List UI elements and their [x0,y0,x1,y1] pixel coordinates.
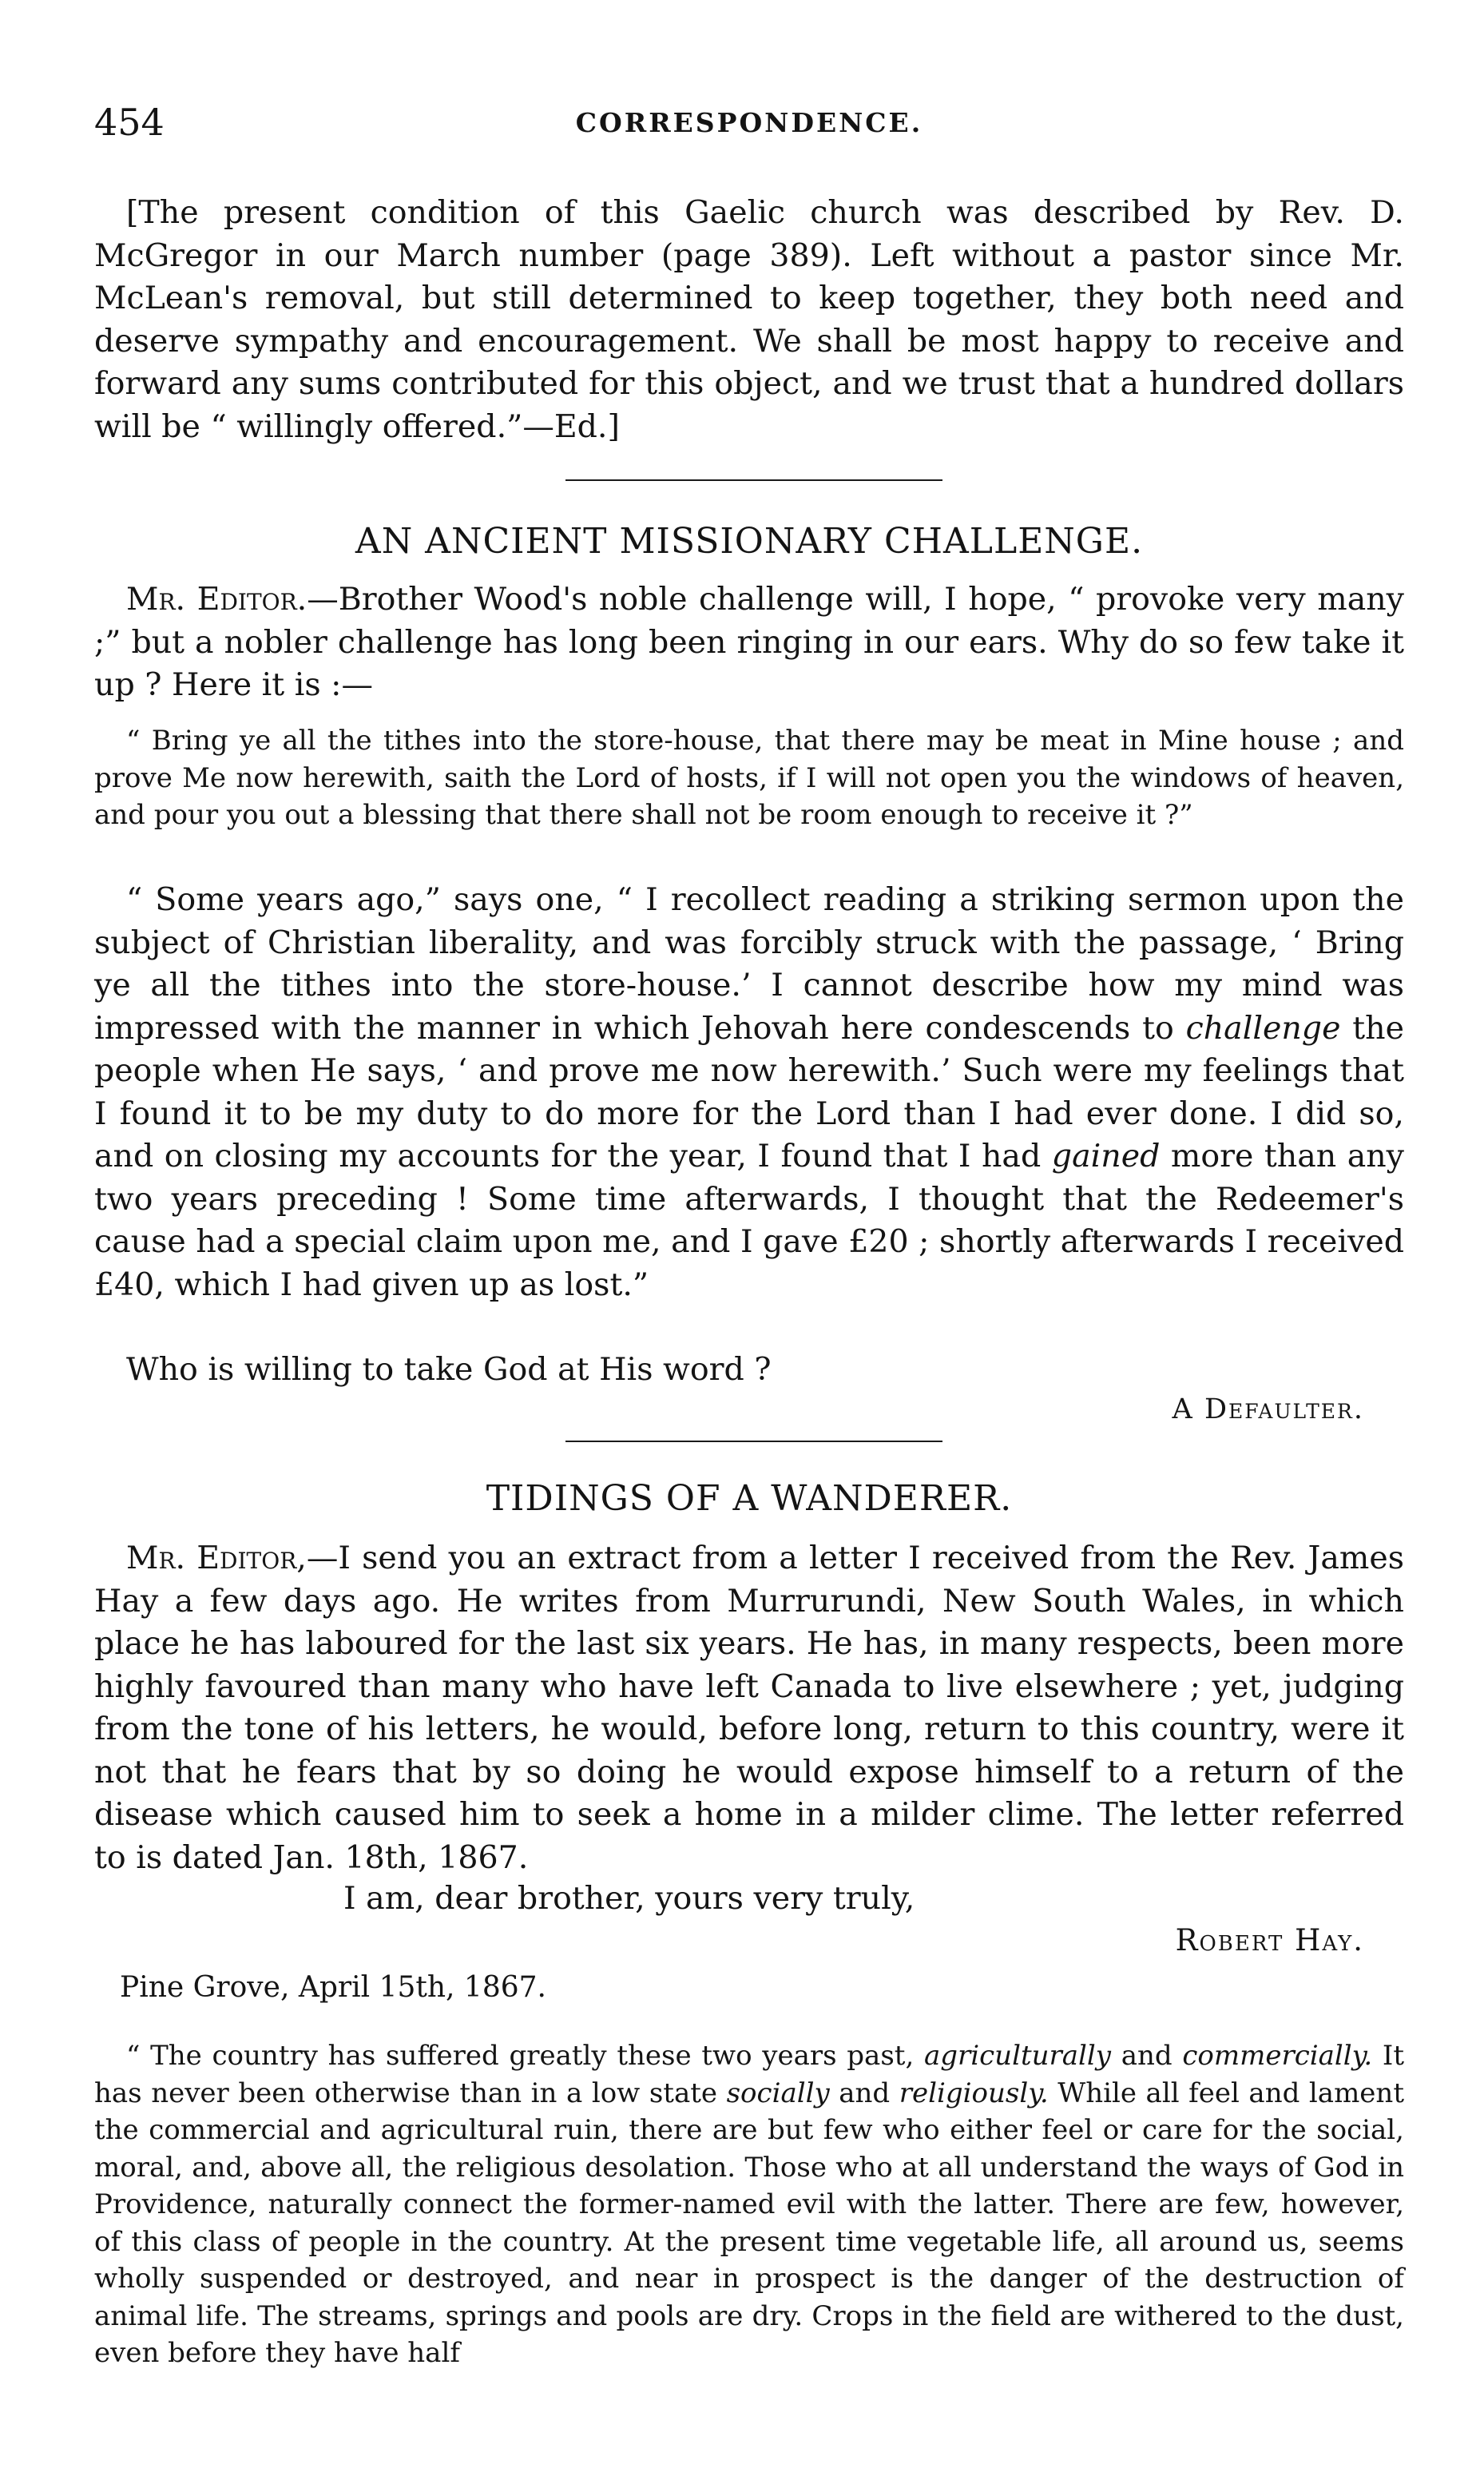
article2-body-paragraph [94,1537,1404,1879]
article1-salutation: Mr. Editor. [126,581,308,618]
letter-text: While all feel and lament the commercial and agricultural ruin, there are but few who either feel or care for the social, moral, and, above all, the religious desolation. Those who at all understand the ways of God in Providence, naturally connect the former-named evil with the latter. There are few, however, of this class of people in the country. At the present time vegetable life, all around us, seems wholly suspended or destroyed, and near in prospect is the danger of the destruction of animal life. The streams, springs and pools are dry. Crops in the field are withered to the dust, even before they have half [94,2077,1404,2369]
letter-emphasis: socially [726,2077,830,2109]
article1-intro-paragraph [94,578,1404,707]
testimony-emphasis: challenge [1185,1009,1341,1047]
article2-signature: Robert Hay. [1175,1923,1364,1957]
editor-note: [The present condition of this Gaelic church was described by Rev. D. McGregor in our March number (page 389). Left without a pastor since Mr. McLean's removal, but still determined to keep together, they both need and deserve sympathy and encouragement. We shall be most happy to receive and forward any sums contributed for this object, and we trust that a hundred dollars will be “ willingly offered.”—Ed.] [94,194,1404,445]
letter-text: and [829,2077,899,2109]
letter-text: “ The country has suffered greatly these two years past, [126,2040,924,2072]
article2-dateline: Pine Grove, April 15th, 1867. [120,1971,546,2004]
article2-closing: I am, dear brother, yours very truly, [343,1880,915,1917]
letter-extract [94,2037,1404,2372]
page-number: 454 [94,101,165,144]
letter-emphasis: commercially. [1182,2040,1373,2072]
section-divider [565,1441,942,1442]
article1-testimony-paragraph [94,879,1404,1306]
running-title: CORRESPONDENCE. [575,107,923,138]
testimony-emphasis: gained [1051,1138,1161,1174]
article2-body-text: —I send you an extract from a letter I received from the Rev. James Hay a few days ago. He writes from Murrurundi, New South Wales, in which place he has laboured for the last six years. He has, in many respects, been more highly favoured than many who have left Canada to live elsewhere ; yet, judging from the tone of his letters, he would, before long, return to this country, were it not that he fears that by so doing he would expose himself to a return of the disease which caused him to seek a home in a milder clime. The letter referred to is dated Jan. 18th, 1867. [94,1540,1404,1876]
article2-salutation: Mr. Editor, [126,1540,307,1576]
article-title-tidings-of-a-wanderer: TIDINGS OF A WANDERER. [486,1478,1013,1519]
letter-emphasis: agriculturally [923,2040,1111,2072]
scripture-quotation: “ Bring ye all the tithes into the store-house, that there may be meat in Mine house ; and prove Me now herewith, saith the Lord of hosts, if I will not open you the windows of heaven, and pour you out a blessing that there shall not be room enough to receive it ?” [94,725,1404,831]
testimony-text: more than any two years preceding ! Some time afterwards, I thought that the Redeemer's cause had a special claim upon me, and I gave £20 ; shortly afterwards I received £40, which I had given up as lost.” [94,1138,1404,1303]
article1-intro-text: —Brother Wood's noble challenge will, I hope, “ provoke very many ;” but a nobler challenge has long been ringing in our ears. Why do so few take it up ? Here it is :— [94,581,1404,703]
page-header [94,94,1404,150]
testimony-text: “ Some years ago,” says one, “ I recollect reading a striking sermon upon the subject of Christian liberality, and was forcibly struck with the passage, ‘ Bring ye all the tithes into the store-house.’ I cannot describe how my mind was impressed with the manner in which Jehovah here condescends to [94,881,1404,1047]
testimony-text: the people when He says, ‘ and prove me now herewith.’ Such were my feelings that I found it to be my duty to do more for the Lord than I had ever done. I did so, and on closing my accounts for the year, I found that I had [94,1009,1405,1174]
letter-text: and [1110,2040,1183,2072]
section-divider [565,479,942,481]
article1-closing-question: Who is willing to take God at His word ? [126,1351,772,1388]
article-title-missionary-challenge: AN ANCIENT MISSIONARY CHALLENGE. [355,521,1144,562]
letter-emphasis: religiously. [899,2077,1049,2109]
article1-signature: A Defaulter. [1172,1393,1364,1425]
letter-text: It has never been otherwise than in a low state [94,2040,1404,2109]
